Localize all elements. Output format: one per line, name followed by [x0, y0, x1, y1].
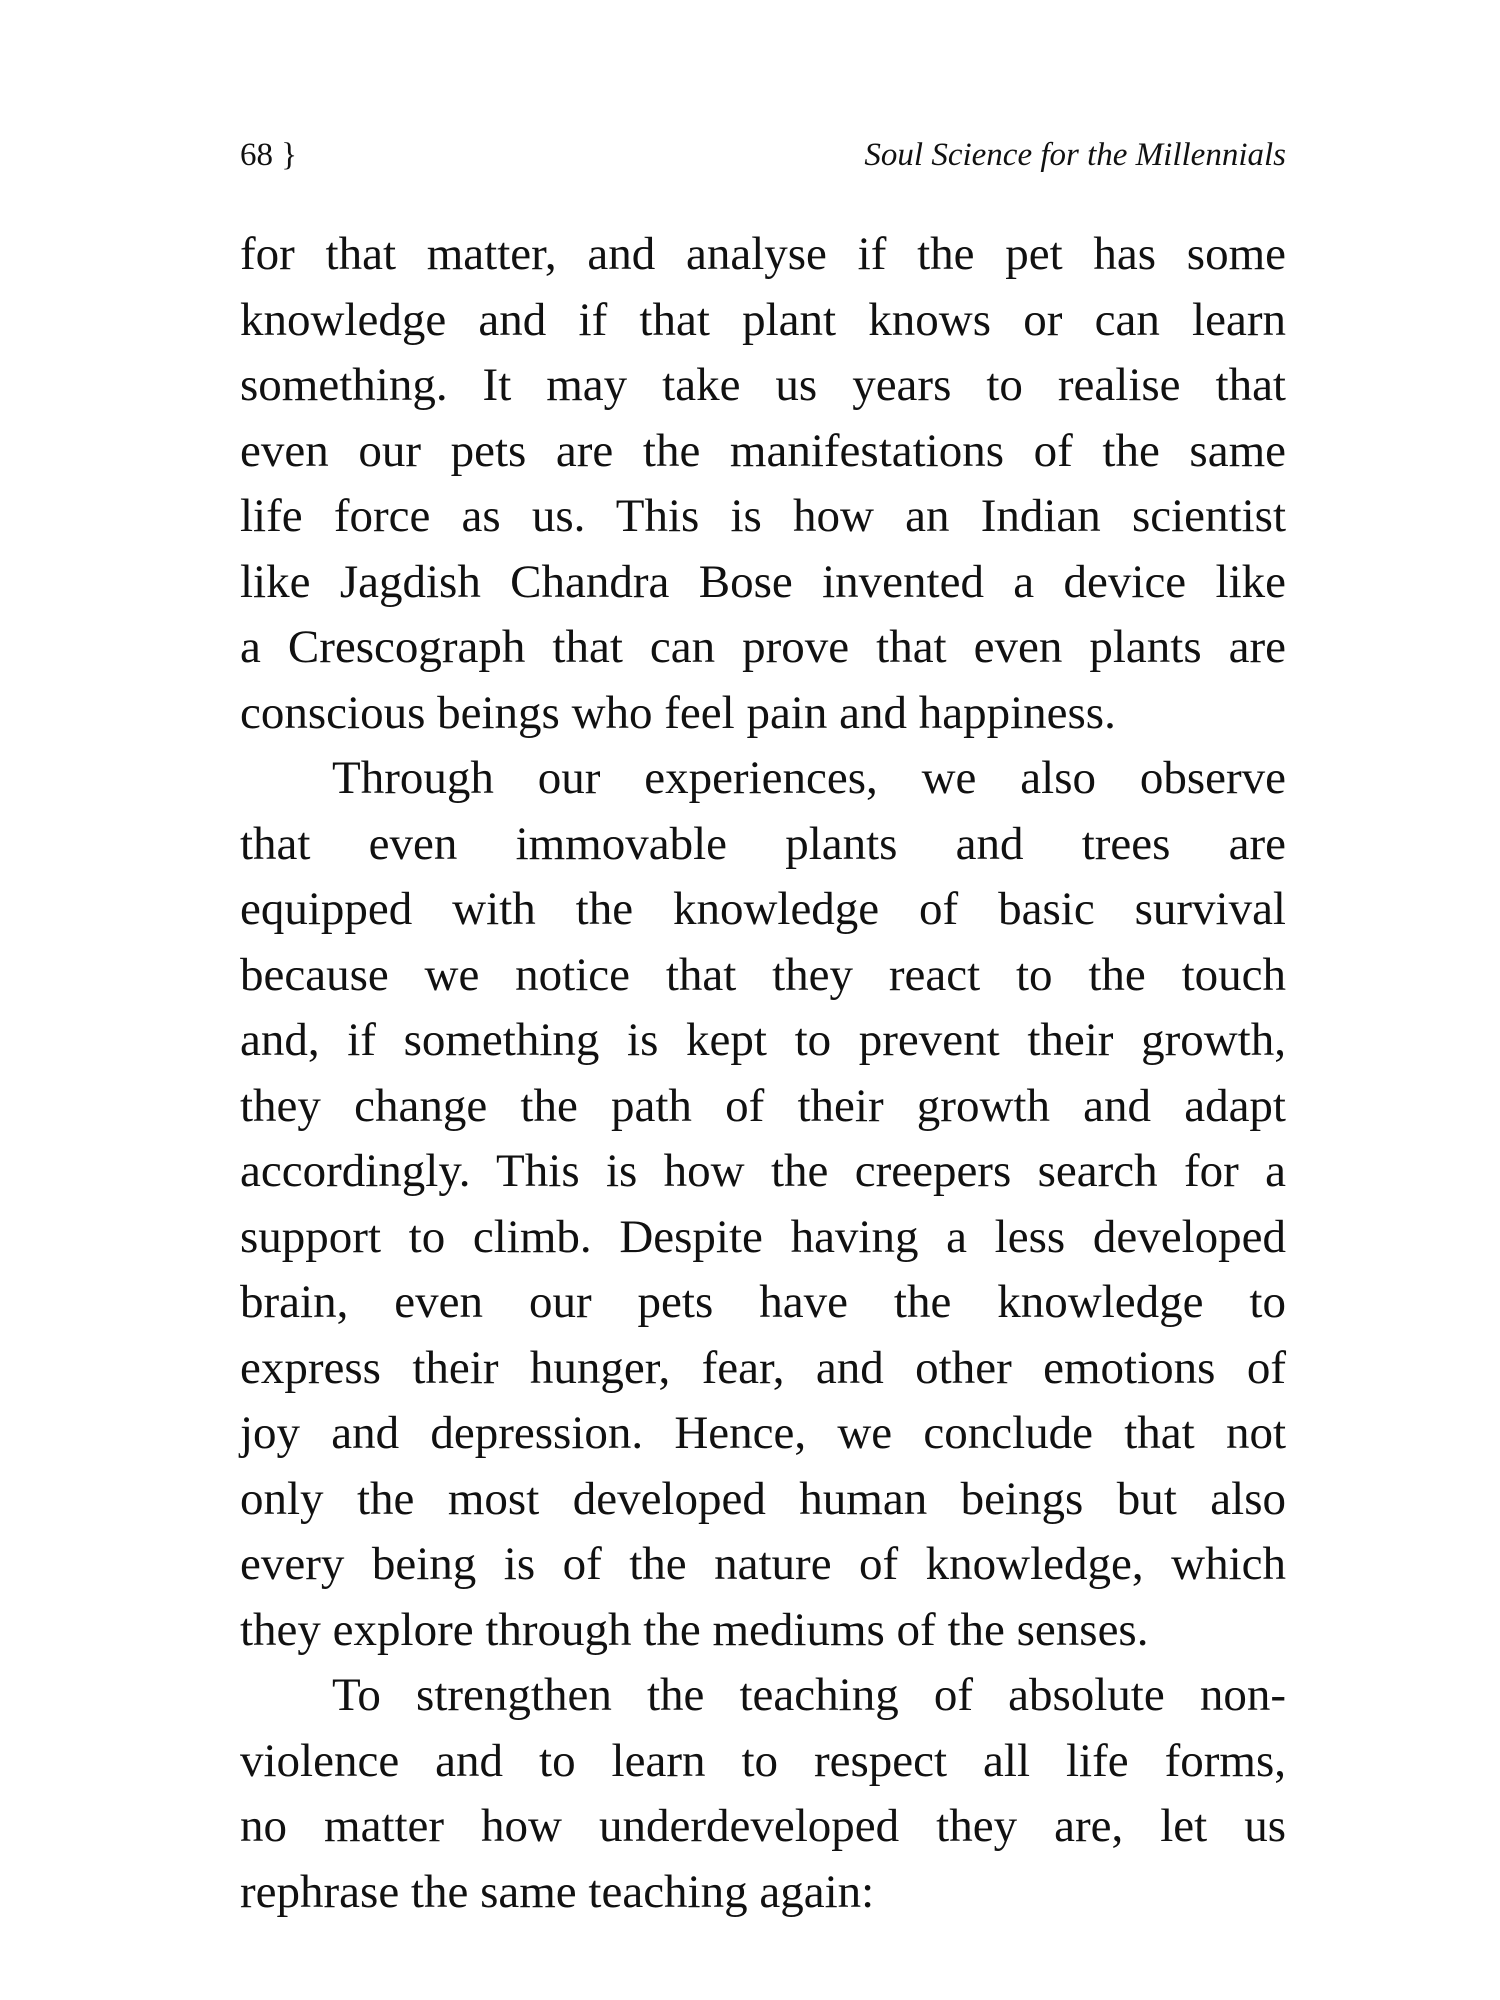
text-line: and, if something is kept to prevent their growth,: [240, 1014, 1286, 1066]
text-line: support to climb. Despite having a less developed: [240, 1210, 1286, 1263]
text-line: violence and to learn to respect all life forms,: [240, 1734, 1286, 1787]
text-line: because we notice that they react to the touch: [240, 948, 1286, 1001]
text-line: accordingly. This is how the creepers search for a: [240, 1145, 1286, 1197]
text-line: equipped with the knowledge of basic survival: [240, 883, 1286, 935]
text-line: no matter how underdeveloped they are, let us: [240, 1800, 1286, 1852]
text-line: conscious beings who feel pain and happiness.: [240, 686, 1116, 739]
text-line: even our pets are the manifestations of the same: [240, 424, 1286, 477]
text-line: they explore through the mediums of the senses.: [240, 1603, 1149, 1656]
text-line: a Crescograph that can prove that even plants are: [240, 621, 1286, 673]
text-line: To strengthen the teaching of absolute non-: [332, 1669, 1286, 1721]
text-line: only the most developed human beings but also: [240, 1472, 1286, 1525]
text-line: Through our experiences, we also observe: [332, 752, 1286, 804]
paragraph-1: [240, 222, 1286, 746]
text-line: like Jagdish Chandra Bose invented a device like: [240, 555, 1286, 608]
body-text: [240, 222, 1286, 1925]
text-line: express their hunger, fear, and other emotions of: [240, 1341, 1286, 1394]
paragraph-2: [240, 746, 1286, 1663]
text-line: knowledge and if that plant knows or can learn: [240, 293, 1286, 346]
text-line: every being is of the nature of knowledge, which: [240, 1538, 1286, 1590]
text-line: brain, even our pets have the knowledge to: [240, 1276, 1286, 1328]
book-title: Soul Science for the Millennials: [864, 137, 1286, 173]
text-line: they change the path of their growth and adapt: [240, 1079, 1286, 1132]
text-line: that even immovable plants and trees are: [240, 817, 1286, 870]
text-line: for that matter, and analyse if the pet has some: [240, 228, 1286, 280]
paragraph-3: [240, 1663, 1286, 1925]
page-number: 68 }: [240, 137, 298, 173]
text-line: life force as us. This is how an Indian scientist: [240, 490, 1286, 542]
text-line: something. It may take us years to realise that: [240, 359, 1286, 411]
text-line: joy and depression. Hence, we conclude that not: [240, 1407, 1286, 1459]
text-line: rephrase the same teaching again:: [240, 1865, 875, 1918]
running-head: [240, 130, 1286, 180]
